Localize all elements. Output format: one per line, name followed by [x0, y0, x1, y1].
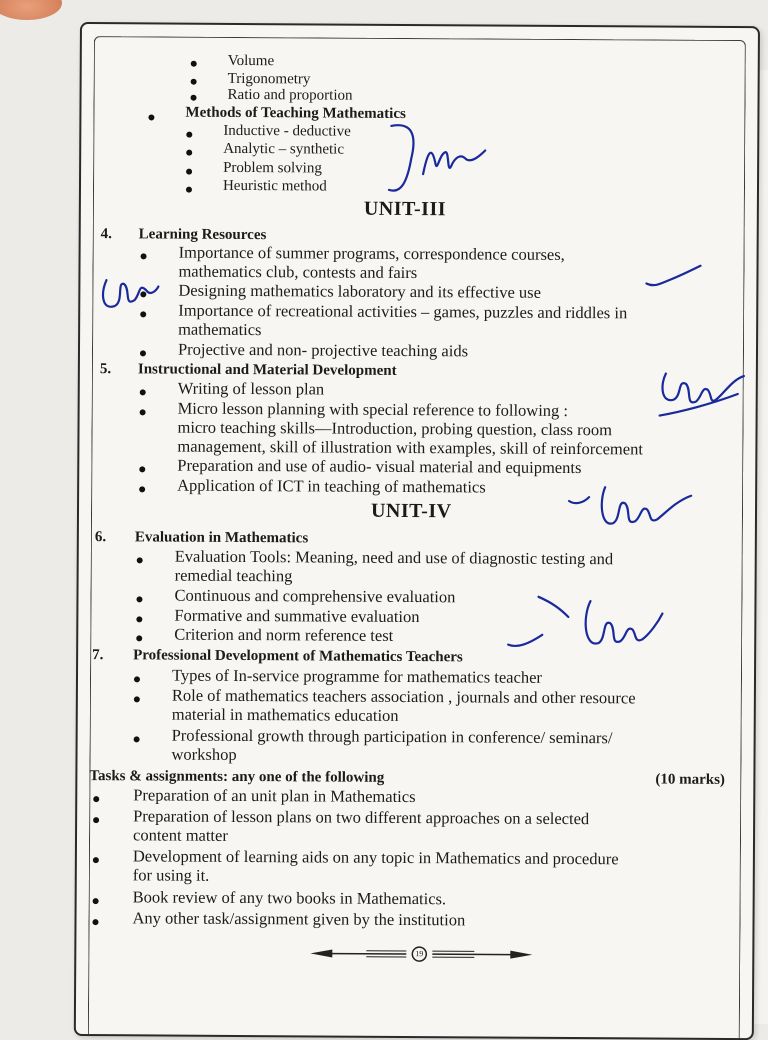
task-item-cont: content matter — [133, 825, 228, 846]
page-number: 19 — [413, 947, 425, 961]
topic-volume: Volume — [228, 51, 275, 71]
section-item: Formative and summative evaluation — [174, 606, 419, 627]
section-item-cont: mathematics club, contests and fairs — [178, 262, 417, 283]
section-item: Preparation and use of audio- visual material and equipments — [177, 456, 581, 478]
task-item: Book review of any two books in Mathematics. — [133, 887, 447, 909]
signature-mark — [652, 360, 752, 421]
section-number: 6. — [95, 527, 106, 547]
method-item: Inductive - deductive — [223, 121, 351, 142]
signature-mark — [94, 260, 164, 320]
section-item: Projective and non- projective teaching aids — [178, 340, 468, 362]
section-number: 5. — [100, 359, 111, 379]
method-item: Analytic – synthetic — [223, 139, 344, 160]
section-item: Designing mathematics laboratory and its effective use — [178, 281, 541, 303]
section-item-cont: mathematics — [178, 320, 262, 341]
section-item: Importance of summer programs, correspondence courses, — [179, 243, 565, 265]
unit-iv-heading: UNIT-IV — [371, 500, 452, 523]
section-number: 4. — [101, 224, 112, 244]
section-item-cont: management, skill of illustration with examples, skill of reinforcement — [177, 437, 643, 460]
task-item: Development of learning aids on any topic in Mathematics and procedure — [133, 846, 619, 869]
tasks-heading: Tasks & assignments: any one of the following — [89, 766, 384, 788]
signature-mark — [565, 475, 705, 536]
signature-mark — [381, 114, 502, 205]
section-item: Micro lesson planning with special reference to following : — [178, 399, 569, 421]
task-item: Preparation of an unit plan in Mathematics — [133, 785, 415, 807]
section-item: Application of ICT in teaching of mathematics — [177, 476, 486, 498]
methods-heading: Methods of Teaching Mathematics — [185, 103, 406, 124]
section-item: Criterion and norm reference test — [174, 625, 393, 646]
section-item: Continuous and comprehensive evaluation — [174, 586, 455, 608]
unit-iii-heading: UNIT-III — [364, 198, 446, 222]
section-item-cont: remedial teaching — [175, 566, 293, 587]
section-item: Writing of lesson plan — [178, 379, 325, 400]
thumb-finger — [0, 0, 62, 20]
section-item-cont: workshop — [171, 745, 236, 765]
topic-trigonometry: Trigonometry — [228, 69, 311, 90]
tasks-marks: (10 marks) — [655, 770, 725, 790]
section-title: Instructional and Material Development — [138, 359, 397, 381]
method-item: Problem solving — [223, 158, 322, 179]
section-item: Professional growth through participation in conference/ seminars/ — [172, 726, 613, 749]
document-page — [74, 22, 760, 1040]
section-item: Evaluation Tools: Meaning, need and use of diagnostic testing and — [175, 547, 614, 570]
section-number: 7. — [92, 645, 103, 665]
section-title: Evaluation in Mathematics — [135, 527, 308, 548]
section-item-cont: micro teaching skills—Introduction, probing question, class room — [177, 418, 612, 441]
signature-mark — [498, 587, 668, 668]
task-item: Preparation of lesson plans on two different approaches on a selected — [133, 806, 589, 829]
section-title: Professional Development of Mathematics Teachers — [133, 645, 463, 667]
task-item-cont: for using it. — [133, 865, 210, 885]
section-item-cont: material in mathematics education — [172, 705, 399, 726]
section-title: Learning Resources — [139, 224, 267, 245]
section-item: Types of In-service programme for mathematics teacher — [172, 666, 542, 688]
section-item: Importance of recreational activities – games, puzzles and riddles in — [178, 301, 627, 324]
method-item: Heuristic method — [223, 176, 327, 197]
section-item: Role of mathematics teachers association , journals and other resource — [172, 686, 636, 709]
task-item: Any other task/assignment given by the institution — [132, 908, 465, 930]
tick-mark — [640, 257, 710, 297]
topic-ratio: Ratio and proportion — [227, 85, 352, 106]
